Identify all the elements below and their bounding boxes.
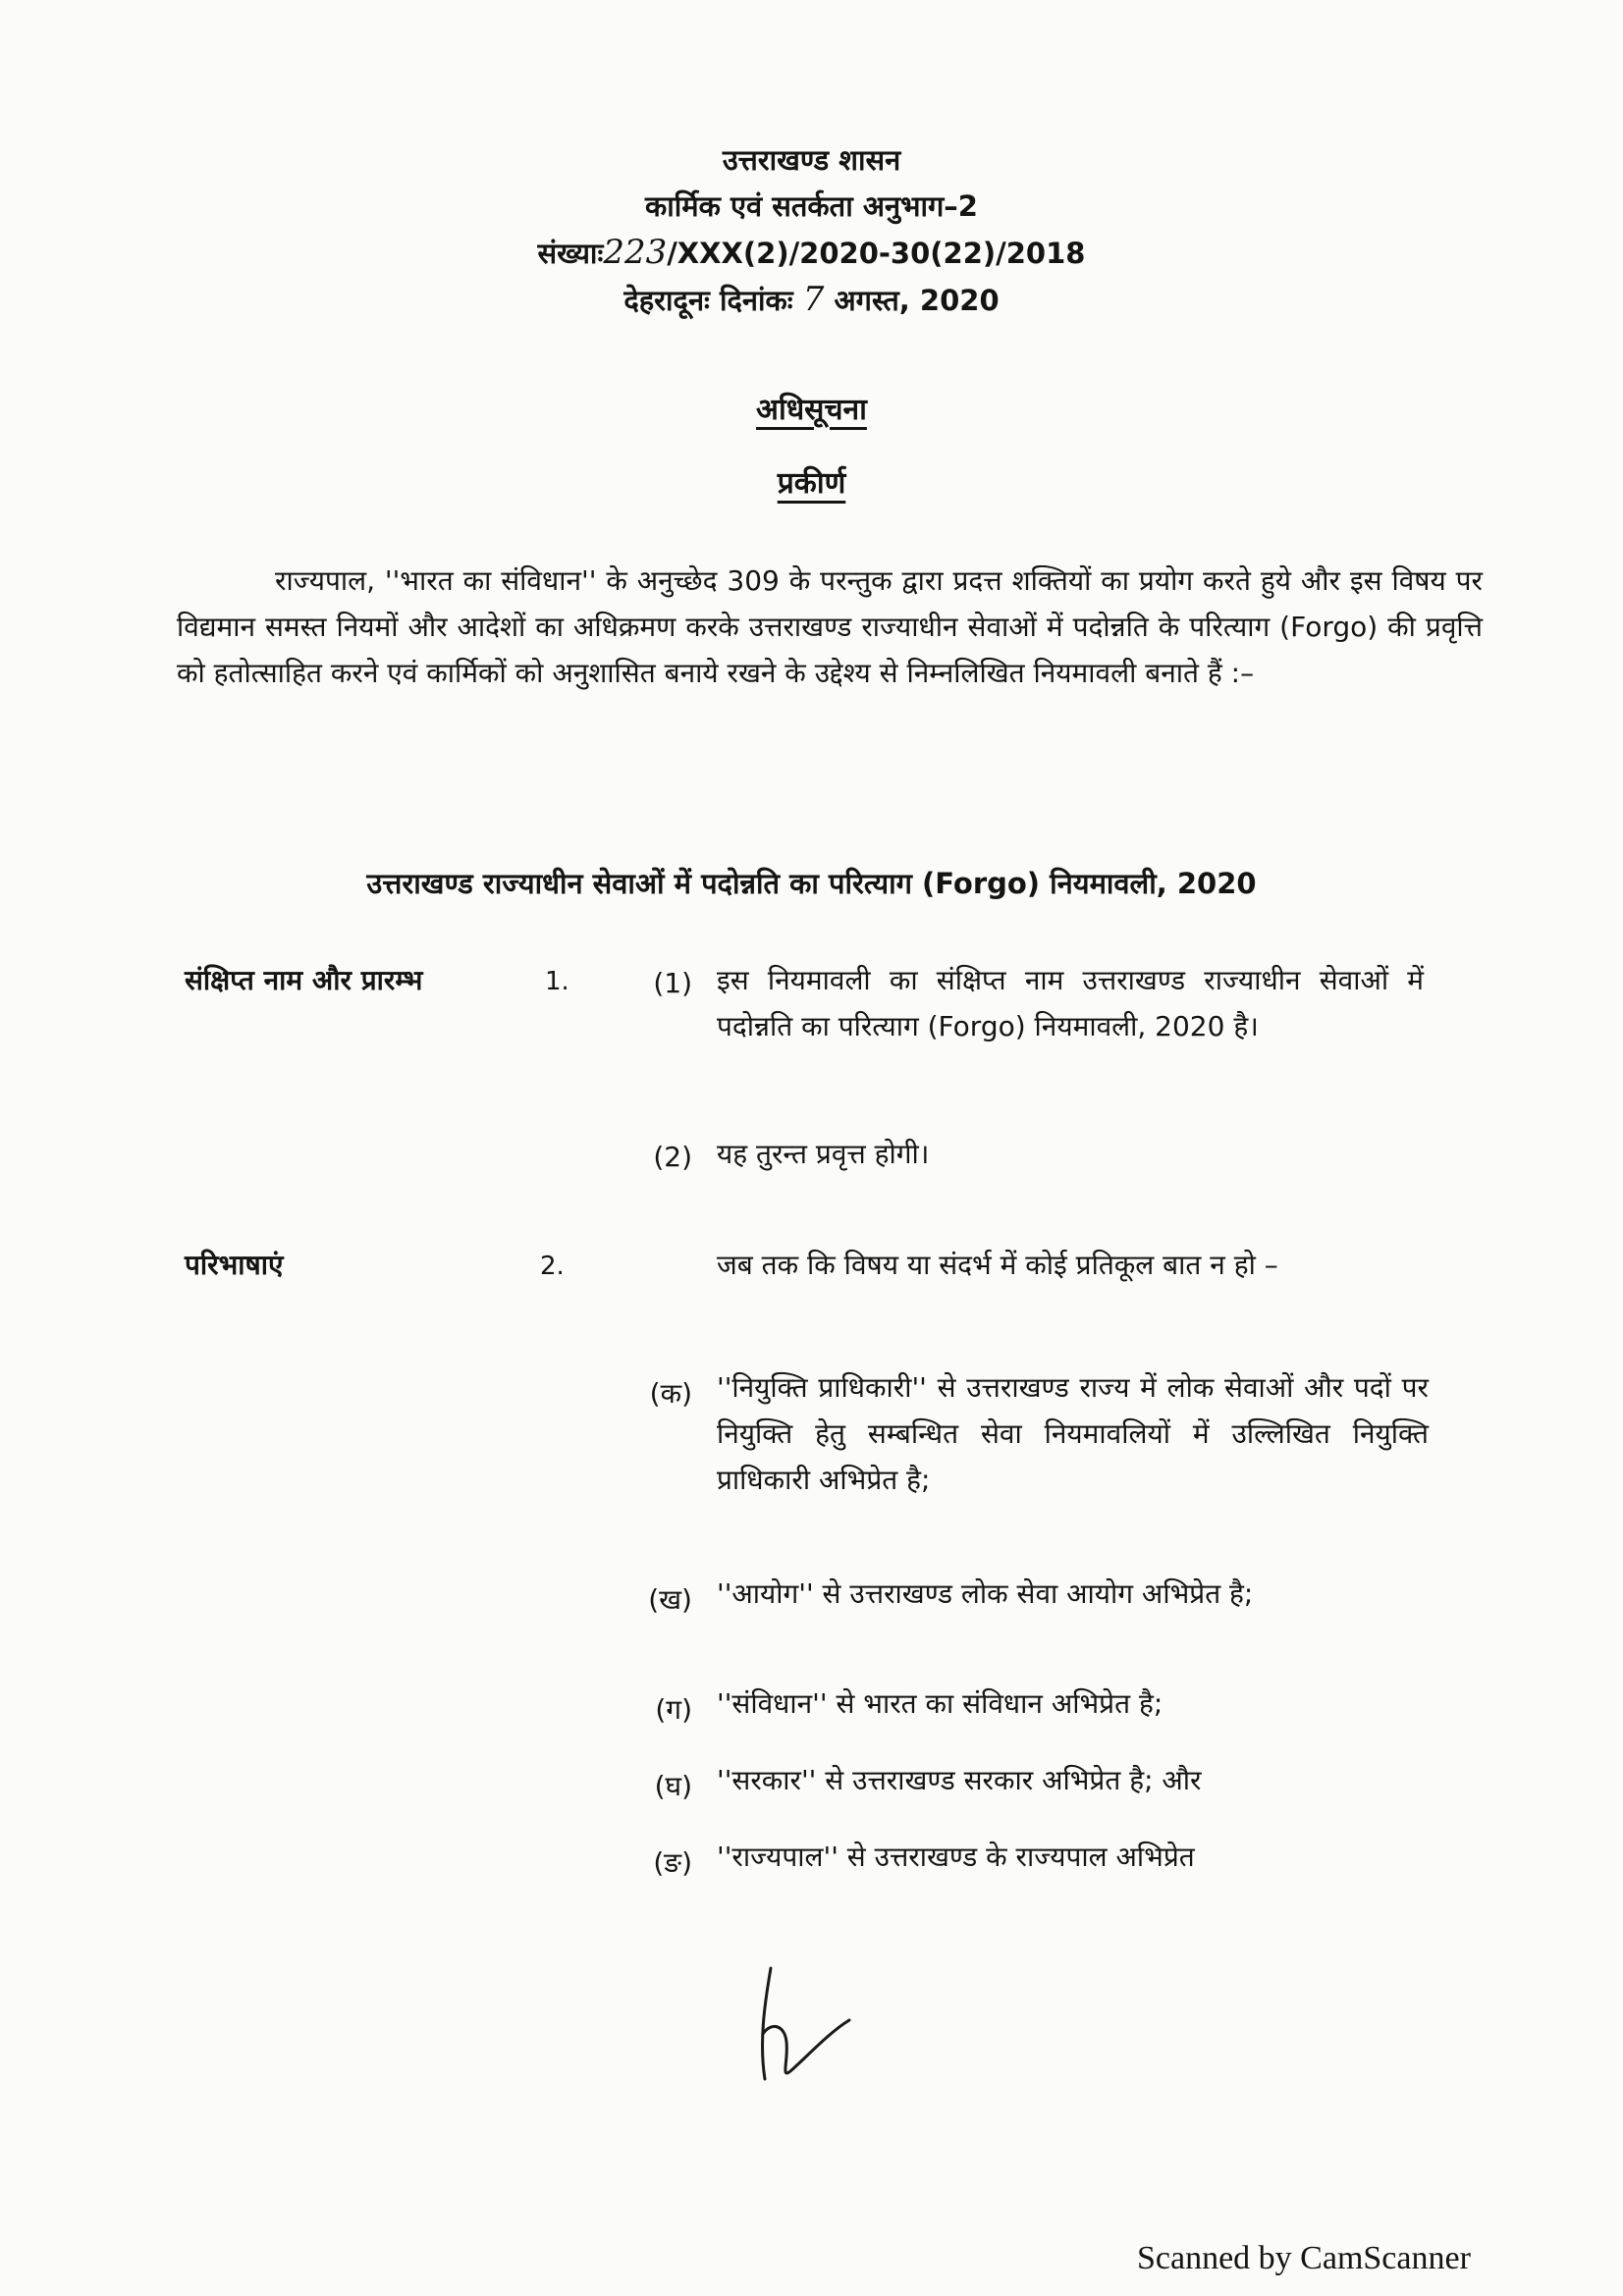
notification-title: अधिसूचना (756, 393, 867, 427)
clause-text: ''सरकार'' से उत्तराखण्ड सरकार अभिप्रेत है; और (717, 1764, 1202, 1796)
rules-title: उत्तराखण्ड राज्याधीन सेवाओं में पदोन्नति का परित्याग (Forgo) नियमावली, 2020 (366, 867, 1257, 900)
clause-text: ''आयोग'' से उत्तराखण्ड लोक सेवा आयोग अभिप्रेत है; (717, 1577, 1254, 1610)
section-number: 2. (540, 1252, 565, 1281)
reference-suffix: /XXX(2)/2020-30(22)/2018 (667, 237, 1086, 270)
government-name: उत्तराखण्ड शासन (722, 143, 901, 177)
date-suffix: अगस्त, 2020 (834, 284, 1000, 317)
clause-text: इस नियमावली का संक्षिप्त नाम उत्तराखण्ड राज्याधीन सेवाओं में पदोन्नति का परित्याग (Forgo) नियमावली, 2020 है। (717, 964, 1424, 1042)
section-number: 1. (545, 967, 569, 996)
clause-text: ''संविधान'' से भारत का संविधान अभिप्रेत है; (717, 1687, 1163, 1720)
clause-mark: (1) (653, 967, 692, 999)
clause-mark: (2) (653, 1141, 692, 1173)
clause-mark: (ख) (648, 1583, 692, 1616)
reference-number (0, 230, 1623, 277)
handwritten-number: 223 (603, 233, 668, 272)
clause-text: ''राज्यपाल'' से उत्तराखण्ड के राज्यपाल अभिप्रेत (717, 1841, 1195, 1873)
clause-mark: (ग) (655, 1693, 692, 1726)
clause-text: ''नियुक्ति प्राधिकारी'' से उत्तराखण्ड राज्य में लोक सेवाओं और पदों पर नियुक्ति हेतु सम्बन्धित सेवा नियमावलियों में उल्लिखित नियुक्ति प्राधिकारी अभिप्रेत है; (717, 1371, 1429, 1496)
clause-mark: (ङ) (653, 1846, 692, 1879)
handwritten-signature (751, 1963, 859, 2091)
clause-mark: (क) (649, 1377, 692, 1410)
department-name: कार्मिक एवं सतर्कता अनुभाग–2 (645, 189, 978, 223)
clause-mark: (घ) (654, 1770, 692, 1802)
scanner-watermark: Scanned by CamScanner (1137, 2240, 1471, 2276)
clause-text: यह तुरन्त प्रवृत्त होगी। (717, 1138, 930, 1170)
place-date (0, 277, 1623, 324)
notification-subtitle: प्रकीर्ण (777, 466, 846, 501)
reference-prefix: संख्याः (537, 237, 604, 270)
section-heading-definitions: परिभाषाएं (185, 1249, 284, 1281)
section-heading-short-title: संक्षिप्त नाम और प्रारम्भ (185, 964, 423, 996)
date-prefix: देहरादूनः दिनांकः (623, 284, 793, 317)
document-header (0, 137, 1623, 324)
preamble-paragraph: राज्यपाल, ''भारत का संविधान'' के अनुच्छेद 309 के परन्तुक द्वारा प्रदत्त शक्तियों का प्रयोग करते हुये और इस विषय पर विद्यमान समस्त नियमों और आदेशों का अधिक्रमण करके उत्तराखण्ड राज्याधीन सेवाओं में पदोन्नति के परित्याग (Forgo) की प्रवृत्ति को हतोत्साहित करने एवं कार्मिकों को अनुशासित बनाये रखने के उद्देश्य से निम्नलिखित नियमावली बनाते हैं :– (177, 564, 1483, 689)
section-intro: जब तक कि विषय या संदर्भ में कोई प्रतिकूल बात न हो – (717, 1249, 1278, 1281)
handwritten-date: 7 (802, 280, 825, 319)
